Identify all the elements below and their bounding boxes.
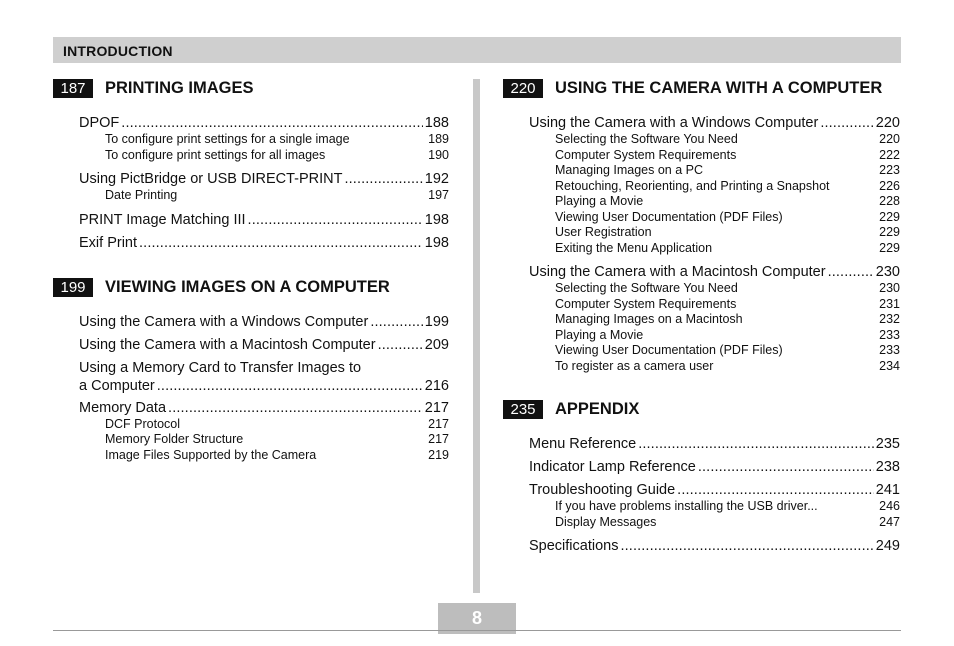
toc-entry[interactable]	[529, 537, 900, 555]
toc-entry-page: 220	[875, 115, 900, 131]
toc-entry-page: 230	[875, 264, 900, 280]
toc-entry-label: PRINT Image Matching III	[79, 211, 246, 228]
toc-subentry-page: 222	[879, 147, 900, 162]
toc-entry-page: 198	[424, 211, 449, 228]
toc-right-column	[503, 78, 900, 555]
toc-subentry-label: Viewing User Documentation (PDF Files)	[555, 343, 783, 357]
toc-subentry-page: 229	[879, 209, 900, 224]
toc-subentry-page: 226	[879, 178, 900, 193]
toc-subentry[interactable]	[555, 132, 900, 148]
section-page-badge: 220	[503, 79, 543, 98]
toc-subentry-label: Retouching, Reorienting, and Printing a Snapshot	[555, 178, 830, 193]
toc-left-column	[53, 78, 449, 463]
toc-subentry[interactable]	[105, 188, 449, 204]
toc-entry-page: 192	[424, 171, 449, 187]
toc-entry-page: 217	[424, 399, 449, 416]
toc-subentry-page: 190	[428, 147, 449, 162]
toc-section-printing-images[interactable]	[53, 78, 449, 100]
toc-subentry[interactable]	[555, 179, 900, 195]
toc-subentry-page: 217	[428, 416, 449, 431]
toc-subentry[interactable]	[555, 499, 900, 515]
section-header-bar	[53, 37, 901, 63]
section-title: APPENDIX	[555, 400, 640, 418]
toc-subentry[interactable]	[555, 148, 900, 164]
toc-subentry[interactable]	[555, 241, 900, 257]
leader-dots	[344, 170, 422, 188]
toc-subentry-page: 220	[879, 132, 900, 146]
toc-entry-first-line[interactable]: Using a Memory Card to Transfer Images to	[79, 359, 362, 376]
toc-subentry-page: 231	[879, 296, 900, 311]
toc-subentry-page: 229	[879, 225, 900, 239]
toc-subentry-page: 223	[879, 163, 900, 177]
toc-subentry-label: DCF Protocol	[105, 416, 181, 431]
toc-subentry[interactable]	[555, 281, 900, 297]
toc-subentry[interactable]	[105, 448, 449, 464]
toc-entry-label: Using the Camera with a Macintosh Computer	[79, 336, 376, 353]
column-divider	[473, 79, 480, 593]
toc-subentry-label: Playing a Movie	[555, 327, 644, 342]
toc-entry[interactable]	[529, 481, 900, 499]
section-header-label: INTRODUCTION	[63, 43, 173, 59]
toc-subentry[interactable]	[555, 210, 900, 226]
toc-subentry-label: Selecting the Software You Need	[555, 132, 738, 146]
toc-subentry-label: If you have problems installing the USB driver...	[555, 499, 818, 513]
toc-entry-label: Using PictBridge or USB DIRECT-PRINT	[79, 171, 343, 187]
toc-entry-label: DPOF	[79, 115, 120, 131]
footer-rule	[53, 630, 901, 631]
toc-subentry[interactable]	[105, 432, 449, 448]
toc-subentry-page: 230	[879, 281, 900, 295]
toc-subentry-page: 247	[879, 514, 900, 529]
toc-entry[interactable]	[79, 377, 449, 395]
toc-entry-page: 199	[424, 313, 449, 330]
toc-subentry-page: 228	[879, 194, 900, 208]
toc-entry[interactable]	[79, 211, 449, 229]
toc-subentry-page: 229	[879, 240, 900, 255]
toc-subentry-label: To configure print settings for a single image	[105, 132, 350, 146]
toc-subentry[interactable]	[555, 515, 900, 531]
section-page-badge: 235	[503, 400, 543, 419]
toc-entry[interactable]	[79, 336, 449, 354]
toc-entry-label: Indicator Lamp Reference	[529, 459, 696, 475]
toc-subentry[interactable]	[555, 359, 900, 375]
leader-dots	[157, 377, 423, 395]
toc-entry[interactable]	[79, 399, 449, 417]
toc-subentry-page: 219	[428, 447, 449, 462]
toc-entry-page: 241	[875, 482, 900, 498]
toc-entry[interactable]	[529, 458, 900, 476]
toc-section-appendix[interactable]	[503, 399, 900, 421]
leader-dots	[378, 336, 423, 354]
toc-subentry-label: Managing Images on a Macintosh	[555, 312, 743, 326]
toc-entry-page: 188	[424, 115, 449, 131]
page-number: 8	[471, 608, 482, 628]
toc-subentry-label: Selecting the Software You Need	[555, 281, 738, 295]
leader-dots	[698, 458, 874, 476]
toc-subentry-label: Image Files Supported by the Camera	[105, 447, 317, 462]
toc-entry[interactable]	[529, 435, 900, 453]
section-page-badge: 199	[53, 278, 93, 297]
leader-dots	[139, 234, 423, 252]
toc-subentry-label: Display Messages	[555, 514, 657, 529]
leader-dots	[248, 211, 423, 229]
toc-subentry-page: 189	[428, 132, 449, 146]
toc-entry[interactable]	[529, 114, 900, 132]
toc-subentry-page: 234	[879, 358, 900, 373]
toc-section-using-camera-with-computer[interactable]	[503, 78, 900, 100]
leader-dots	[638, 435, 874, 453]
toc-subentry-page: 246	[879, 499, 900, 513]
toc-section-viewing-images[interactable]	[53, 277, 449, 299]
toc-subentry-label: To configure print settings for all images	[105, 147, 326, 162]
toc-entry-label: Using the Camera with a Macintosh Computer	[529, 264, 826, 280]
section-title: USING THE CAMERA WITH A COMPUTER	[555, 79, 883, 97]
toc-subentry-label: Memory Folder Structure	[105, 432, 244, 446]
toc-entry-label: Using the Camera with a Windows Computer	[529, 115, 819, 131]
toc-subentry[interactable]	[105, 417, 449, 433]
leader-dots	[677, 481, 874, 499]
leader-dots	[121, 114, 423, 132]
toc-subentry[interactable]	[555, 163, 900, 179]
toc-subentry-page: 233	[879, 327, 900, 342]
toc-subentry-page: 232	[879, 312, 900, 326]
toc-entry-label: a Computer	[79, 377, 155, 394]
toc-entry-label: Menu Reference	[529, 436, 637, 452]
toc-entry[interactable]	[79, 234, 449, 252]
toc-entry[interactable]	[529, 263, 900, 281]
toc-subentry[interactable]	[105, 148, 449, 164]
leader-dots	[620, 537, 873, 555]
toc-subentry[interactable]	[555, 194, 900, 210]
toc-entry-label: Using the Camera with a Windows Computer	[79, 313, 369, 330]
leader-dots	[828, 263, 874, 281]
toc-entry-label: Troubleshooting Guide	[529, 482, 676, 498]
toc-subentry-page: 197	[428, 188, 449, 202]
leader-dots	[370, 313, 422, 331]
toc-subentry[interactable]	[555, 225, 900, 241]
toc-entry[interactable]	[79, 170, 449, 188]
section-title: VIEWING IMAGES ON A COMPUTER	[105, 277, 390, 296]
toc-subentry-label: Date Printing	[105, 188, 178, 202]
toc-subentry-label: Viewing User Documentation (PDF Files)	[555, 209, 783, 224]
toc-subentry[interactable]	[555, 312, 900, 328]
toc-subentry-page: 217	[428, 432, 449, 446]
toc-entry-page: 209	[424, 336, 449, 353]
toc-subentry-label: Computer System Requirements	[555, 147, 737, 162]
toc-subentry-label: Computer System Requirements	[555, 296, 737, 311]
toc-entry[interactable]	[79, 313, 449, 331]
leader-dots	[820, 114, 873, 132]
toc-subentry[interactable]	[105, 132, 449, 148]
leader-dots	[168, 399, 423, 417]
toc-subentry-label: To register as a camera user	[555, 358, 714, 373]
toc-subentry-label: Playing a Movie	[555, 194, 644, 208]
toc-entry-label: Exif Print	[79, 234, 138, 251]
toc-entry-page: 198	[424, 234, 449, 251]
toc-subentry-label: Exiting the Menu Application	[555, 240, 713, 255]
toc-subentry[interactable]	[555, 297, 900, 313]
toc-subentry-page: 233	[879, 343, 900, 357]
toc-entry-label: Memory Data	[79, 399, 167, 416]
toc-subentry-label: User Registration	[555, 225, 652, 239]
toc-entry-page: 238	[875, 459, 900, 475]
section-title: PRINTING IMAGES	[105, 79, 254, 97]
section-page-badge: 187	[53, 79, 93, 98]
toc-entry[interactable]	[79, 114, 449, 132]
toc-subentry[interactable]	[555, 328, 900, 344]
toc-entry-page: 216	[424, 377, 449, 394]
toc-subentry[interactable]	[555, 343, 900, 359]
toc-entry-page: 249	[875, 538, 900, 554]
toc-subentry-label: Managing Images on a PC	[555, 163, 704, 177]
toc-entry-page: 235	[875, 436, 900, 452]
toc-entry-label: Specifications	[529, 538, 619, 554]
